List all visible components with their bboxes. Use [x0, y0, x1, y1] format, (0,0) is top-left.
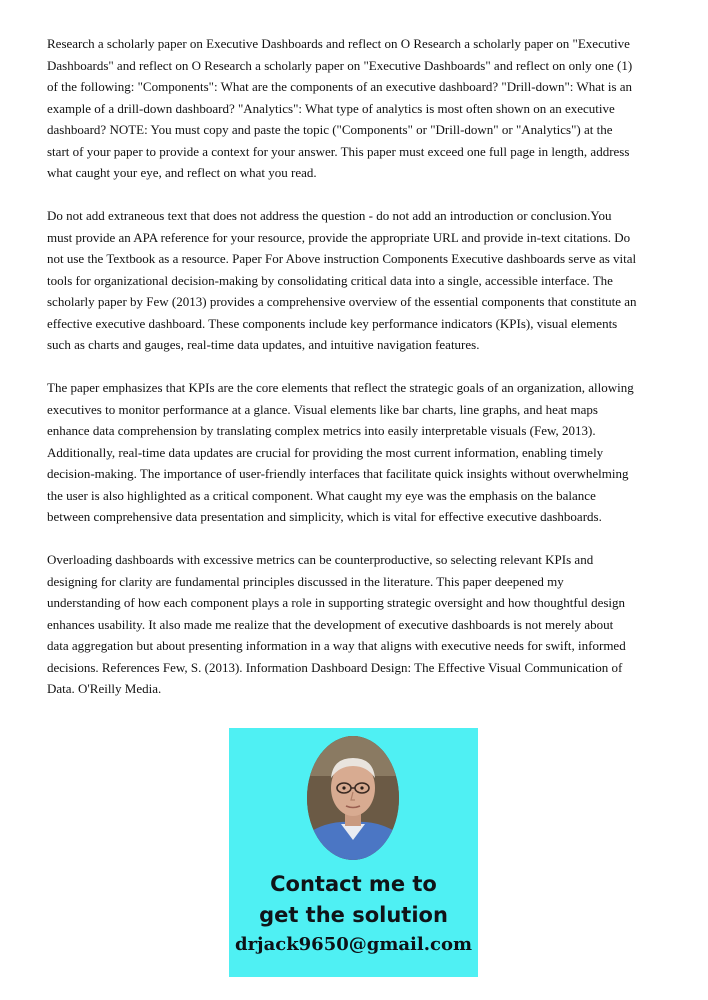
paragraph-instructions: Research a scholarly paper on Executive Dashboards and reflect on O Research a scholarly paper on "Executive Dashboards" and reflect on O Research a scholarly paper on "Executive Dashboards" and reflect on only one (1) of the following: "Components": What are the components of an executive dashboard? "Drill-down": What is an example of a drill-down dashboard? "Analytics": What type of analytics is most often shown on an executive dashboard? NOTE: You must copy and paste the topic ("Components" or "Drill-down" or "Analytics") at the start of your paper to provide a context for your answer. This paper must exceed one full page in length, address what caught your eye, and reflect on what you read.: [47, 36, 633, 180]
paragraph-kpis: The paper emphasizes that KPIs are the core elements that reflect the strategic goals of an organization, allowing executives to monitor performance at a glance. Visual elements like bar charts, line graphs, and heat maps enhance data comprehension by translating complex metrics into easily interpretable visuals (Few, 2013). Additionally, real-time data updates are crucial for providing the most current information, enabling timely decision-making. The importance of user-friendly interfaces that facilitate quick insights without overwhelming the user is also highlighted as a critical component. What caught my eye was the emphasis on the balance between comprehensive data presentation and simplicity, which is vital for effective executive dashboards.: [47, 380, 634, 524]
contact-ad-title-line1: Contact me to: [270, 872, 437, 896]
paragraph-conclusion-references: Overloading dashboards with excessive metrics can be counterproductive, so selecting relevant KPIs and designing for clarity are fundamental principles discussed in the literature. This paper deepened my understanding of how each component plays a role in supporting strategic oversight and how thoughtful design enhances usability. It also made me realize that the development of executive dashboards is not merely about data aggregation but about presenting information in a way that aligns with executive needs for swift, informed decisions. References Few, S. (2013). Information Dashboard Design: The Effective Visual Communication of Data. O'Reilly Media.: [47, 552, 626, 696]
paragraph-requirements: Do not add extraneous text that does not address the question - do not add an introduction or conclusion.You must provide an APA reference for your resource, provide the appropriate URL and provide in-text citations. Do not use the Textbook as a resource. Paper For Above instruction Components Executive dashboards serve as vital tools for organizational decision-making by consolidating critical data into a single, accessible interface. The scholarly paper by Few (2013) provides a comprehensive overview of the essential components that constitute an effective executive dashboard. These components include key performance indicators (KPIs), visual elements such as charts and gauges, real-time data updates, and intuitive navigation features.: [47, 208, 637, 352]
document-body: [47, 33, 637, 721]
person-portrait-icon: [307, 736, 399, 860]
contact-ad-title-line2: get the solution: [259, 903, 448, 927]
contact-email-link[interactable]: drjack9650@gmail.com: [234, 934, 473, 955]
contact-ad-title: [229, 869, 478, 931]
contact-ad-card[interactable]: [229, 728, 478, 977]
